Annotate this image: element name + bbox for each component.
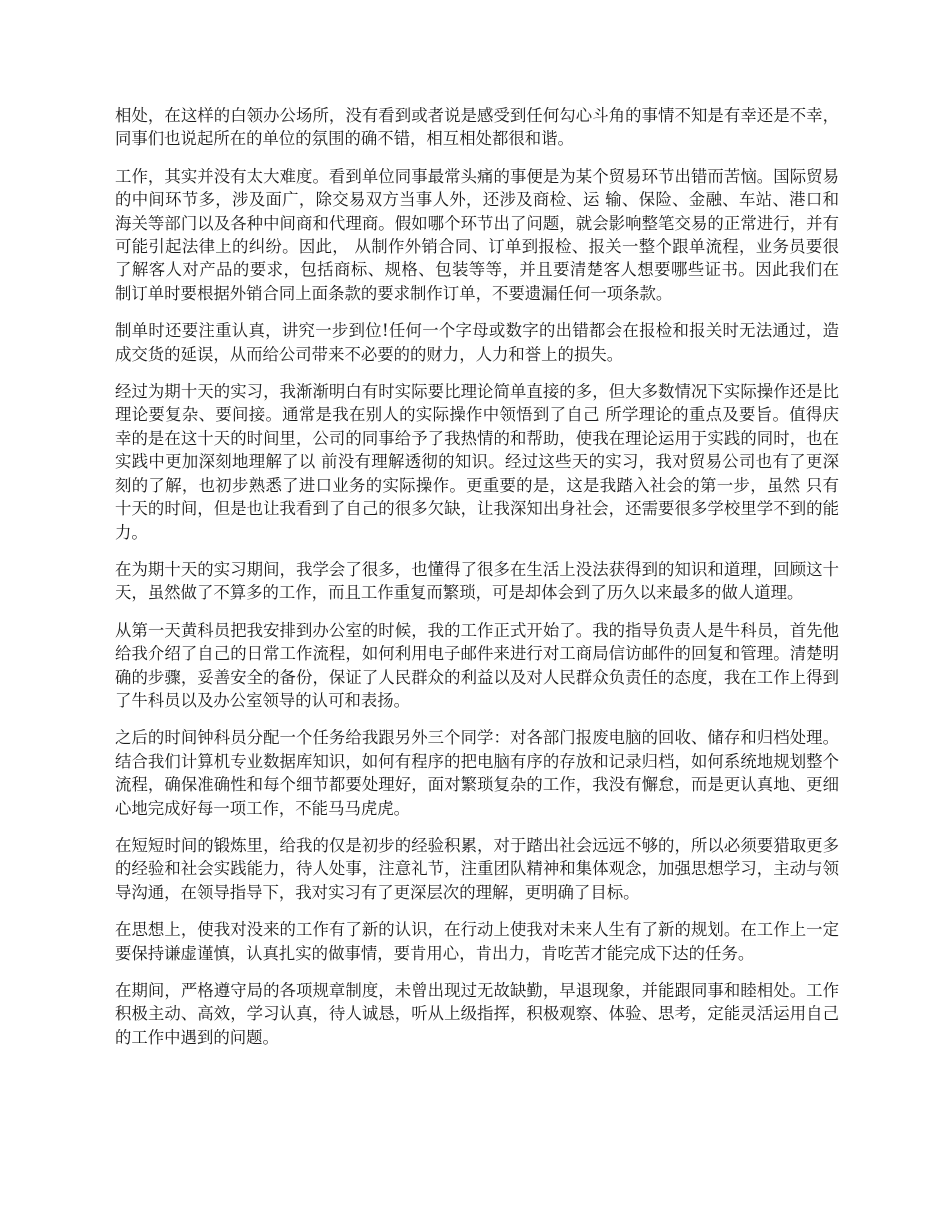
paragraph-8: 在短短时间的锻炼里，给我的仅是初步的经验积累，对于踏出社会远远不够的，所以必须要猎取更多的经验和社会实践能力，待人处事，注意礼节，注重团队精神和集体观念，加强思想学习，主动与领导沟通，在领导指导下，我对实习有了更深层次的理解，更明确了目标。 <box>115 835 839 902</box>
paragraph-3: 制单时还要注重认真，讲究一步到位!任何一个字母或数字的出错都会在报检和报关时无法通过，造成交货的延误，从而给公司带来不必要的的财力，人力和誉上的损失。 <box>115 321 839 364</box>
paragraph-4: 经过为期十天的实习，我渐渐明白有时实际要比理论简单直接的多，但大多数情况下实际操作还是比理论要复杂、要间接。通常是我在别人的实际操作中领悟到了自己 所学理论的重点及要旨。值得庆幸的是在这十天的时间里，公司的同事给予了我热情的和帮助，使我在理论运用于实践的同时，也在实践中更加深刻地理解了以 前没有理解透彻的知识。经过这些天的实习，我对贸易公司也有了更深刻的了解，也初步熟悉了进口业务的实际操作。更重要的是，这是我踏入社会的第一步，虽然 只有十天的时间，但是也让我看到了自己的很多欠缺，让我深知出身社会，还需要很多学校里学不到的能力。 <box>115 382 839 542</box>
document-body <box>115 104 839 1049</box>
paragraph-9: 在思想上，使我对没来的工作有了新的认识，在行动上使我对未来人生有了新的规划。在工作上一定要保持谦虚谨慎，认真扎实的做事情，要肯用心，肯出力，肯吃苦才能完成下达的任务。 <box>115 920 839 963</box>
paragraph-5: 在为期十天的实习期间，我学会了很多，也懂得了很多在生活上没法获得到的知识和道理，回顾这十天，虽然做了不算多的工作，而且工作重复而繁琐，可是却体会到了历久以来最多的做人道理。 <box>115 559 839 603</box>
paragraph-10: 在期间，严格遵守局的各项规章制度，未曾出现过无故缺勤，早退现象，并能跟同事和睦相处。工作积极主动、高效，学习认真，待人诚恳，听从上级指挥，积极观察、体验、思考，定能灵活运用自己的工作中遇到的问题。 <box>115 981 839 1047</box>
paragraph-2: 工作，其实并没有太大难度。看到单位同事最常头痛的事便是为某个贸易环节出错而苦恼。国际贸易的中间环节多，涉及面广，除交易双方当事人外，还涉及商检、运 输、保险、金融、车站、港口和海关等部门以及各种中间商和代理商。假如哪个环节出了问题，就会影响整笔交易的正常进行，并有可能引起法律上的纠纷。因此， 从制作外销合同、订单到报检、报关一整个跟单流程，业务员要很了解客人对产品的要求，包括商标、规格、包装等等，并且要清楚客人想要哪些证书。因此我们在 制订单时要根据外销合同上面条款的要求制作订单，不要遗漏任何一项条款。 <box>115 166 839 303</box>
paragraph-6: 从第一天黄科员把我安排到办公室的时候，我的工作正式开始了。我的指导负责人是牛科员，首先他给我介绍了自己的日常工作流程，如何利用电子邮件来进行对工商局信访邮件的回复和管理。清楚明确的步骤，妥善安全的备份，保证了人民群众的利益以及对人民群众负责任的态度，我在工作上得到了牛科员以及办公室领导的认可和表扬。 <box>115 620 839 710</box>
paragraph-7: 之后的时间钟科员分配一个任务给我跟另外三个同学：对各部门报废电脑的回收、储存和归档处理。结合我们计算机专业数据库知识，如何有程序的把电脑有序的存放和记录归档，如何系统地规划整个流程，确保准确性和每个细节都要处理好，面对繁琐复杂的工作，我没有懈怠，而是更认真地、更细心地完成好每一项工作，不能马马虎虎。 <box>115 728 839 818</box>
paragraph-1: 相处，在这样的白领办公场所，没有看到或者说是感受到任何勾心斗角的事情不知是有幸还是不幸，同事们也说起所在的单位的氛围的确不错，相互相处都很和谐。 <box>115 106 839 149</box>
